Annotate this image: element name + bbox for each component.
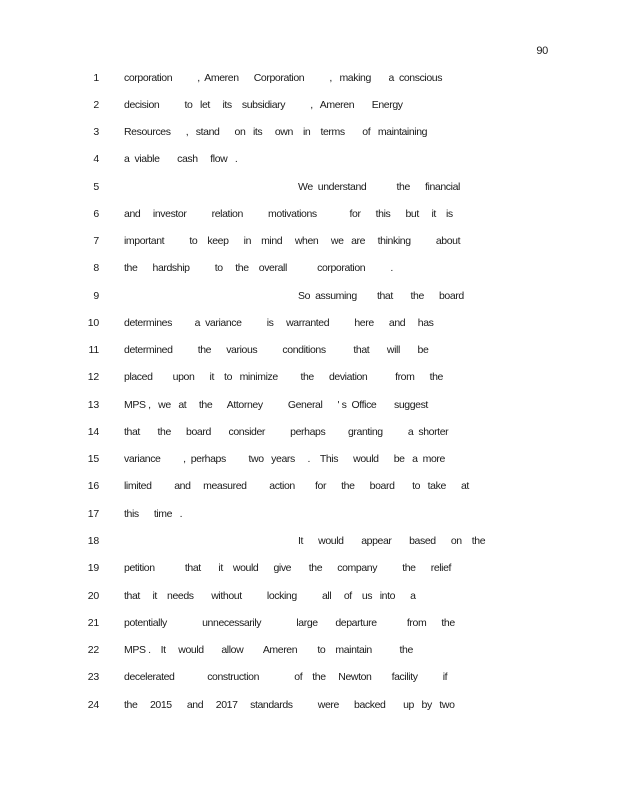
line-number: 17: [87, 508, 99, 520]
transcript-line: [0, 422, 618, 442]
line-number: 23: [87, 671, 99, 683]
transcript-line: [0, 667, 618, 687]
line-number: 20: [87, 590, 99, 602]
line-text: MPS . It would allow Ameren to maintain the: [124, 644, 413, 656]
transcript-line: [0, 586, 618, 606]
line-text: So assuming that the board: [298, 290, 464, 302]
line-number: 13: [87, 399, 99, 411]
line-number: 21: [87, 617, 99, 629]
transcript-line: [0, 504, 618, 524]
line-number: 10: [87, 317, 99, 329]
line-text: Resources , stand on its own in terms of maintaining: [124, 126, 428, 138]
line-number: 9: [93, 290, 99, 302]
transcript-line: [0, 476, 618, 496]
line-text: important to keep in mind when we are thinking about: [124, 235, 461, 247]
line-number: 7: [93, 235, 99, 247]
line-number: 12: [87, 371, 99, 383]
transcript-line: [0, 395, 618, 415]
line-number: 1: [93, 72, 99, 84]
transcript-line: [0, 204, 618, 224]
line-text: that the board consider perhaps granting a shorter: [124, 426, 449, 438]
line-text: determines a variance is warranted here and has: [124, 317, 434, 329]
line-text: petition that it would give the company the relief: [124, 562, 452, 574]
line-text: variance , perhaps two years . This would be a more: [124, 453, 445, 465]
transcript-line: [0, 313, 618, 333]
line-text: potentially unnecessarily large departure from the: [124, 617, 455, 629]
page-number: 90: [536, 45, 548, 57]
transcript-line: [0, 340, 618, 360]
transcript-line: [0, 286, 618, 306]
line-number: 6: [93, 208, 99, 220]
line-number: 16: [87, 480, 99, 492]
line-text: decelerated construction of the Newton facility if: [124, 671, 448, 683]
transcript-line: [0, 367, 618, 387]
transcript-line: [0, 149, 618, 169]
line-text: the hardship to the overall corporation .: [124, 262, 393, 274]
line-text: MPS , we at the Attorney General ' s Office suggest: [124, 399, 428, 411]
transcript-line: [0, 177, 618, 197]
line-text: determined the various conditions that will be: [124, 344, 429, 356]
line-number: 14: [87, 426, 99, 438]
transcript-line: [0, 613, 618, 633]
transcript-line: [0, 258, 618, 278]
line-number: 5: [93, 181, 99, 193]
line-text: placed upon it to minimize the deviation from the: [124, 371, 443, 383]
transcript-line: [0, 695, 618, 715]
line-number: 22: [87, 644, 99, 656]
transcript-line: [0, 68, 618, 88]
line-text: decision to let its subsidiary , Ameren Energy: [124, 99, 403, 111]
line-text: that it needs without locking all of us into a: [124, 590, 416, 602]
line-number: 3: [93, 126, 99, 138]
transcript-line: [0, 558, 618, 578]
line-number: 4: [93, 153, 99, 165]
line-number: 24: [87, 699, 99, 711]
line-number: 11: [88, 344, 99, 356]
line-number: 15: [87, 453, 99, 465]
line-text: and investor relation motivations for this but it is: [124, 208, 453, 220]
line-text: this time .: [124, 508, 183, 520]
transcript-line: [0, 531, 618, 551]
transcript-line: [0, 231, 618, 251]
line-text: corporation , Ameren Corporation , making a conscious: [124, 72, 443, 84]
transcript-line: [0, 122, 618, 142]
line-text: We understand the financial: [298, 181, 460, 193]
line-number: 19: [87, 562, 99, 574]
transcript-line: [0, 640, 618, 660]
transcript-line: [0, 449, 618, 469]
line-text: limited and measured action for the board to take at: [124, 480, 469, 492]
line-number: 2: [93, 99, 99, 111]
line-number: 8: [93, 262, 99, 274]
line-number: 18: [87, 535, 99, 547]
line-text: It would appear based on the: [298, 535, 486, 547]
transcript-line: [0, 95, 618, 115]
line-text: the 2015 and 2017 standards were backed up by two: [124, 699, 455, 711]
line-text: a viable cash flow .: [124, 153, 238, 165]
